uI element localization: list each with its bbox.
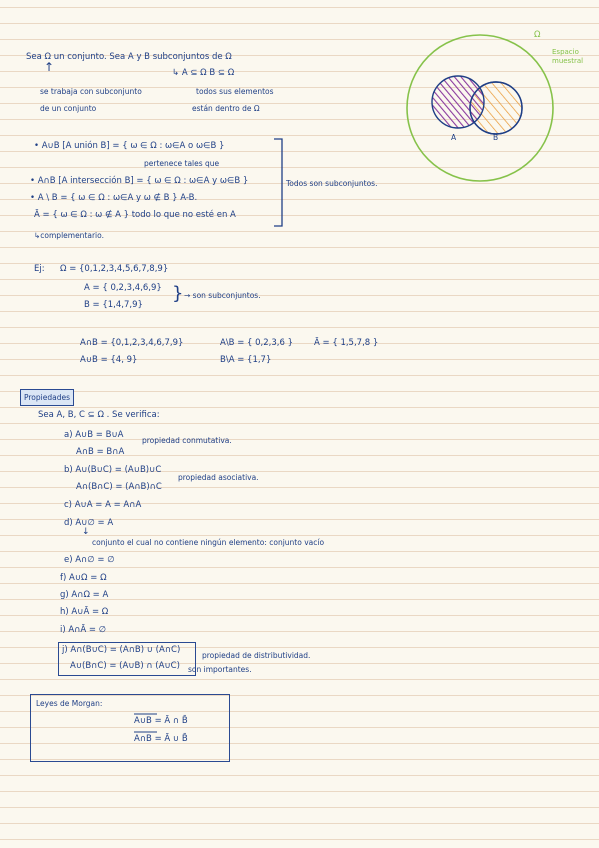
properties-intro: Sea A, B, C ⊆ Ω . Se verifica:	[38, 410, 160, 420]
property-c: c) A∪A = A = A∩A	[64, 500, 142, 510]
sample-space-label: Espacio muestral	[552, 48, 584, 65]
property-i: i) A∩Ā = ∅	[60, 625, 107, 635]
operations-bracket	[272, 137, 286, 229]
property-f: f) A∪Ω = Ω	[60, 573, 107, 583]
union-note: pertenece tales que	[144, 159, 220, 168]
property-j2: A∪(B∩C) = (A∪B) ∩ (A∪C)	[70, 661, 180, 671]
example-note: → son subconjuntos.	[184, 291, 261, 300]
property-g: g) A∩Ω = A	[60, 590, 109, 600]
property-b1: b) A∪(B∪C) = (A∪B)∪C	[64, 465, 162, 475]
union-def: • A∪B [A unión B] = { ω ∈ Ω : ω∈A o ω∈B }	[34, 141, 225, 151]
subsets-note: Todos son subconjuntos.	[286, 179, 378, 188]
morgan-title: Leyes de Morgan:	[36, 699, 103, 708]
property-e: e) A∩∅ = ∅	[64, 555, 115, 565]
empty-set-arrow: ↓	[82, 527, 90, 537]
example-a-minus-b: A\B = { 0,2,3,6 }	[220, 338, 293, 348]
up-arrow: ↑	[44, 60, 55, 74]
example-a-union-b: A∩B = {0,1,2,3,4,6,7,9}	[80, 338, 184, 348]
example-brace: }	[172, 283, 184, 304]
intro-note-2a: todos sus elementos	[196, 87, 274, 96]
property-a1: a) A∪B = B∪A	[64, 430, 124, 440]
example-b-minus-a: B\A = {1,7}	[220, 355, 272, 365]
intro-note-1a: se trabaja con subconjunto	[40, 87, 142, 96]
venn-label-b: B	[493, 133, 499, 142]
morgan-law-1: A∪B = Ā ∩ B̄	[134, 716, 188, 726]
complement-note: ↳complementario.	[34, 231, 104, 240]
property-b2: A∩(B∩C) = (A∩B)∩C	[76, 482, 162, 492]
intro-note-1b: de un conjunto	[40, 104, 97, 113]
intro-line-1: Sea Ω un conjunto. Sea A y B subconjuntos de Ω	[26, 52, 232, 62]
property-b-note: propiedad asociativa.	[178, 473, 259, 482]
intro-line-2: ↳ A ⊆ Ω B ⊆ Ω	[172, 68, 235, 78]
property-a-note: propiedad conmutativa.	[142, 436, 232, 445]
intersection-def: • A∩B [A intersección B] = { ω ∈ Ω : ω∈A y ω∈B }	[30, 176, 249, 186]
example-label: Ej:	[34, 264, 45, 274]
example-set-a: A = { 0,2,3,4,6,9}	[84, 283, 162, 293]
property-j-note-1: propiedad de distributividad.	[202, 651, 311, 660]
set-a-circle	[432, 76, 484, 128]
property-j1: j) A∩(B∪C) = (A∩B) ∪ (A∩C)	[62, 645, 181, 655]
intro-note-2b: están dentro de Ω	[192, 104, 260, 113]
property-h: h) A∪Ā = Ω	[60, 607, 109, 617]
morgan-law-2: A∩B = Ā ∪ B̄	[134, 734, 188, 744]
properties-title: Propiedades	[24, 393, 70, 402]
property-d: d) A∪∅ = A	[64, 518, 114, 528]
property-a2: A∩B = B∩A	[76, 447, 125, 457]
venn-label-a: A	[451, 133, 457, 142]
omega-label: Ω	[534, 30, 541, 40]
example-a-inter-b: A∪B = {4, 9}	[80, 355, 138, 365]
example-set-b: B = {1,4,7,9}	[84, 300, 143, 310]
complement-def: Ā = { ω ∈ Ω : ω ∉ A } todo lo que no esté en A	[34, 210, 236, 220]
example-omega: Ω = {0,1,2,3,4,5,6,7,8,9}	[60, 264, 169, 274]
property-d-note: conjunto el cual no contiene ningún elemento: conjunto vacío	[92, 538, 325, 547]
property-j-note-2: son importantes.	[188, 665, 252, 674]
example-a-complement: Ā = { 1,5,7,8 }	[314, 338, 379, 348]
difference-def: • A \ B = { ω ∈ Ω : ω∈A y ω ∉ B } A-B.	[30, 193, 198, 203]
